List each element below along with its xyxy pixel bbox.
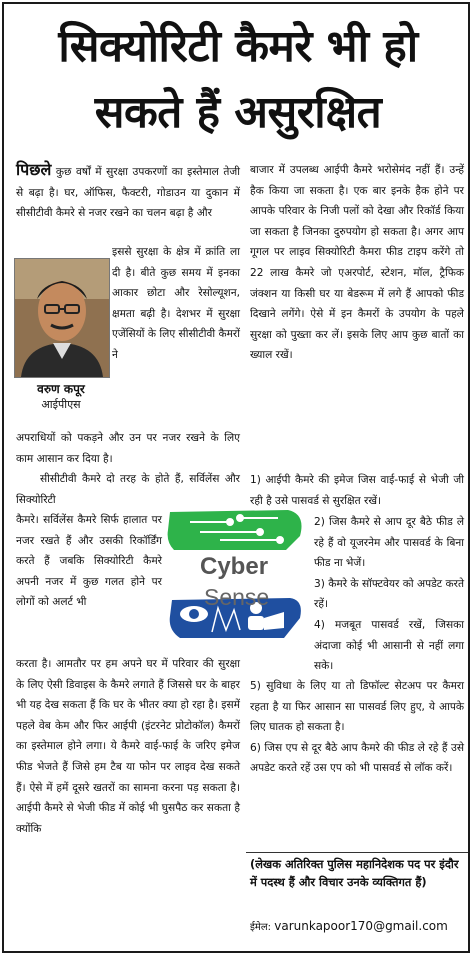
- article-headline: [4, 14, 472, 146]
- tip-5: 5) सुविधा के लिए या तो डिफॉल्ट सेटअप पर कैमरा रहता है या फिर आसान सा पासवर्ड लिए हुए, ये आपके लिए घातक हो सकता है।: [250, 680, 464, 734]
- headline-line-2: सकते हैं असुरक्षित: [94, 87, 382, 138]
- tip-4: 4) मजबूत पासवर्ड रखें, जिसका अंदाजा कोई भी आसानी से नहीं लगा सके।: [314, 618, 464, 673]
- cyber-sense-graphic: [160, 500, 310, 650]
- types-intro-text: सीसीटीवी कैमरे दो तरह के होते हैं, सर्विलेंस और सिक्योरिटी: [16, 473, 240, 506]
- author-designation: आईपीएस: [41, 398, 81, 411]
- intro-closing-text: अपराधियों को पकड़ने और उन पर नजर रखने के लिए काम आसान कर दिया है।: [16, 432, 240, 465]
- author-email[interactable]: varunkapoor170@gmail.com: [274, 919, 448, 933]
- author-note-divider: [246, 852, 468, 853]
- intro-side-text: इससे सुरक्षा के क्षेत्र में क्रांति ला दी है। बीते कुछ समय में इनका आकार छोटा और रेसोल्यूशन, क्षमता बढ़ी है। देशभर में सुरक्षा एजेंसियों के लिए सीसीटीवी कैमरों ने: [112, 246, 240, 361]
- tip-6: 6) जिस एप से दूर बैठे आप कैमरे की फीड ले रहे हैं उसे अपडेट करते रहें उस एप को भी पासवर्ड से लॉक करें।: [250, 741, 464, 775]
- right-column-top: [250, 160, 464, 366]
- graphic-word-sense: Sense: [204, 584, 270, 610]
- left-column-bottom: [16, 654, 240, 839]
- left-column-intro: [16, 160, 240, 224]
- tips-block-3: [250, 676, 464, 779]
- tip-2: 2) जिस कैमरे से आप दूर बैठे फीड ले रहे हैं वो यूजरनेम और पासवर्ड के बिना फीड ना भेजें।: [314, 516, 464, 570]
- camera-types-text: कैमरे। सर्विलेंस कैमरे सिर्फ हालात पर नजर रखते हैं और उसकी रिकॉर्डिंग करते हैं जबकि सिक्योरिटी कैमरे अपनी नजर में कुछ गलत होने पर लोगों को अलर्ट भी: [16, 514, 162, 609]
- left-column-side-1: [112, 242, 240, 366]
- graphic-word-cyber: Cyber: [200, 553, 269, 580]
- tip-3: 3) कैमरे के सॉफ्टवेयर को अपडेट करते रहें।: [314, 577, 464, 611]
- lead-word: पिछले: [16, 160, 52, 179]
- intro-text: कुछ वर्षों में सुरक्षा उपकरणों का इस्तेमाल तेजी से बढ़ा है। घर, ऑफिस, फैक्टरी, गोडाउन या दुकान में सीसीटीवी कैमरे से नजर रखने का चलन बढ़ा है और: [16, 166, 240, 220]
- author-note: (लेखक अतिरिक्त पुलिस महानिदेशक पद पर इंदौर में पदस्थ हैं और विचार उनके व्यक्तिगत हैं): [250, 857, 459, 889]
- tips-list-wide: [250, 676, 464, 779]
- left-column-side-2: [16, 510, 162, 613]
- tips-block-2: [314, 512, 464, 677]
- tips-block-1: [250, 470, 464, 511]
- author-portrait-icon: [15, 259, 109, 377]
- left-column-mid: [16, 428, 240, 510]
- author-name: वरुण कपूर: [37, 382, 85, 396]
- headline-line-1: सिक्योरिटी कैमरे भी हो: [58, 21, 418, 72]
- author-photo: [14, 258, 110, 378]
- author-email-line: [250, 919, 466, 933]
- ip-camera-risk-text: बाजार में उपलब्ध आईपी कैमरे भरोसेमंद नहीं हैं। उन्हें हैक किया जा सकता है। एक बार इनके हैक होने पर आपके परिवार के निजी पलों को देखा और रिकॉर्ड किया जा सकता है जिनका दुरुपयोग हो सकता है। अगर आप गूगल पर लाइव सिक्योरिटी कैमरा फीड टाइप करेंगे तो 22 लाख कैमरे जो एअरपोर्ट, स्टेशन, मॉल, ट्रैफिक जंक्शन या किसी घर या बेडरूम में लगे हैं आपको फीड दिखाने लगेंगे। ऐसे में इन कैमरों के उपयोग के पहले सुरक्षा को पुख्ता कर लें। इसके लिए आप कुछ बातों का ख्याल रखें।: [250, 164, 464, 362]
- author-byline: [14, 382, 108, 412]
- home-camera-text: करता है। आमतौर पर हम अपने घर में परिवार की सुरक्षा के लिए ऐसी डिवाइस के कैमरे लगाते हैं जिससे घर के बाहर भी यह देख सकता हैं कि घर के भीतर क्या हो रहा है। इसमें पहले वेब केम और फिर आईपी (इंटरनेट प्रोटोकॉल) कैमरों का इस्तेमाल होने लगा। ये कैमरे वाई-फाई के जरिए इमेज फीड भेजते हैं जिसे हम टैब या फोन पर लाइव देख सकते हैं। ऐसे में हमें दूसरे खतरों का सामना करना पड़ सकता है। आईपी कैमरे से भेजी फीड में कोई भी घुसपैठ कर सकता है क्योंकि: [16, 658, 240, 835]
- tips-list-narrow: [314, 512, 464, 677]
- tip-1: 1) आईपी कैमरे की इमेज जिस वाई-फाई से भेजी जी रही है उसे पासवर्ड से सुरक्षित रखें।: [250, 474, 464, 507]
- email-label: ईमेल:: [250, 922, 272, 933]
